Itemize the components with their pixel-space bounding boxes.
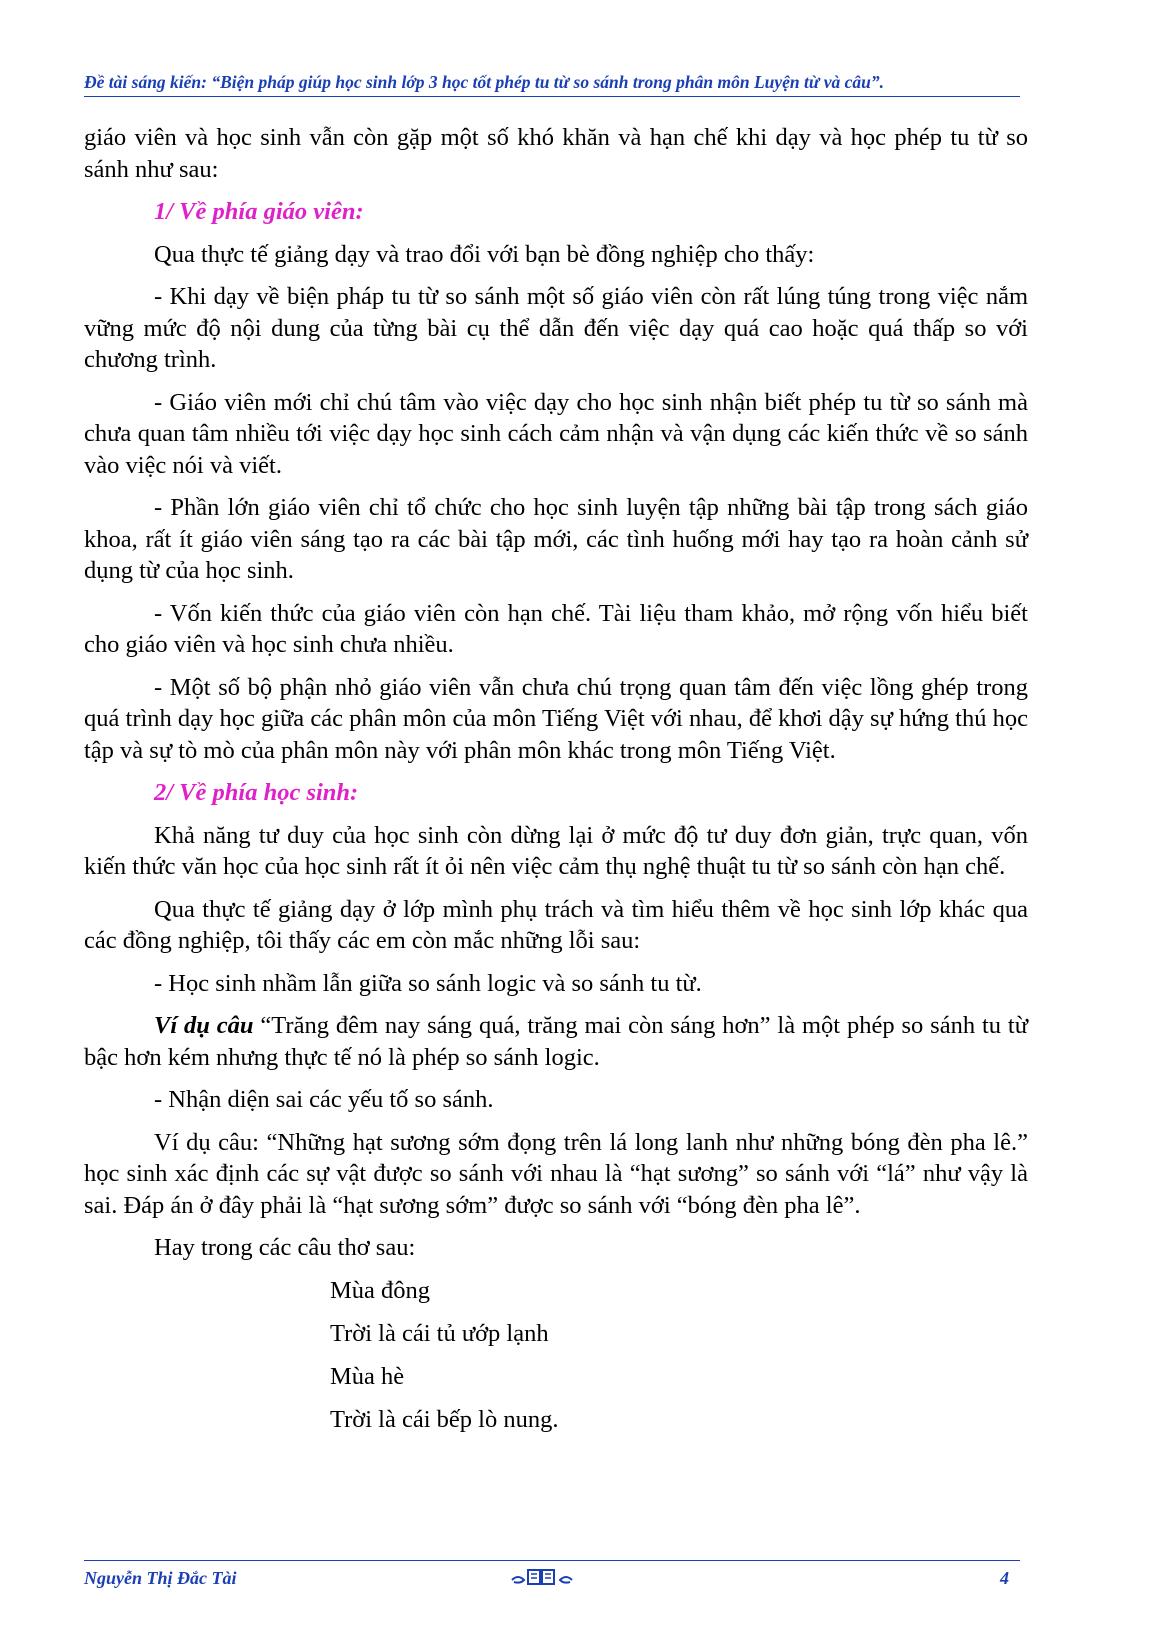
paragraph: - Một số bộ phận nhỏ giáo viên vẫn chưa chú trọng quan tâm đến việc lồng ghép trong quá trình dạy học giữa các phân môn của môn Tiếng Việt với nhau, để khơi dậy sự hứng thú học tập và sự tò mò của phân môn này với phân môn khác trong môn Tiếng Việt. — [84, 673, 1028, 764]
paragraph: - Vốn kiến thức của giáo viên còn hạn chế. Tài liệu tham khảo, mở rộng vốn hiểu biết cho giáo viên và học sinh chưa nhiều. — [84, 599, 1028, 658]
page-content — [84, 122, 1028, 1447]
poem-line: Trời là cái bếp lò nung. — [330, 1405, 559, 1433]
poem-line: Mùa hè — [330, 1362, 405, 1390]
poem-line: Mùa đông — [330, 1276, 431, 1304]
open-book-ornament-icon — [508, 1566, 576, 1593]
section-heading-teacher: 1/ Về phía giáo viên: — [154, 198, 364, 225]
example-lead: Ví dụ câu — [154, 1012, 254, 1039]
paragraph-intro: giáo viên và học sinh vẫn còn gặp một số khó khăn và hạn chế khi dạy và học phép tu từ so sánh như sau: — [84, 124, 1028, 183]
paragraph: - Giáo viên mới chỉ chú tâm vào việc dạy cho học sinh nhận biết phép tu từ so sánh mà chưa quan tâm nhiều tới việc dạy học sinh cách cảm nhận và vận dụng các kiến thức về so sánh vào việc nói và viết. — [84, 388, 1028, 479]
paragraph: Qua thực tế giảng dạy và trao đổi với bạn bè đồng nghiệp cho thấy: — [154, 240, 815, 268]
document-header: Đề tài sáng kiến: “Biện pháp giúp học sinh lớp 3 học tốt phép tu từ so sánh trong phân môn Luyện từ và câu”. — [84, 72, 885, 92]
paragraph: - Khi dạy về biện pháp tu từ so sánh một số giáo viên còn rất lúng túng trong việc nắm vững mức độ nội dung của từng bài cụ thể dẫn đến việc dạy quá cao hoặc quá thấp so với chương trình. — [84, 283, 1028, 373]
poem-line: Trời là cái tủ ướp lạnh — [330, 1319, 549, 1347]
paragraph: - Nhận diện sai các yếu tố so sánh. — [154, 1086, 494, 1113]
paragraph: Khả năng tư duy của học sinh còn dừng lại ở mức độ tư duy đơn giản, trực quan, vốn kiến thức văn học của học sinh rất ít ỏi nên việc cảm thụ nghệ thuật tu từ so sánh còn hạn chế. — [84, 821, 1028, 880]
paragraph: - Phần lớn giáo viên chỉ tổ chức cho học sinh luyện tập những bài tập trong sách giáo khoa, rất ít giáo viên sáng tạo ra các bài tập mới, các tình huống mới hay tạo ra hoàn cảnh sử dụng từ của học sinh. — [84, 494, 1028, 584]
footer-author: Nguyễn Thị Đắc Tài — [84, 1568, 237, 1588]
footer-divider — [84, 1560, 1020, 1561]
section-heading-student: 2/ Về phía học sinh: — [154, 779, 359, 806]
page-number: 4 — [1000, 1568, 1009, 1588]
paragraph: Qua thực tế giảng dạy ở lớp mình phụ trách và tìm hiểu thêm về học sinh lớp khác qua các đồng nghiệp, tôi thấy các em còn mắc những lỗi sau: — [84, 895, 1028, 954]
paragraph: Hay trong các câu thơ sau: — [154, 1234, 416, 1261]
paragraph-example-1 — [84, 1010, 1028, 1073]
example-text: “Trăng đêm nay sáng quá, trăng mai còn sáng hơn” là một phép so sánh tu từ bậc hơn kém nhưng thực tế nó là phép so sánh logic. — [84, 1012, 1028, 1071]
paragraph: - Học sinh nhầm lẫn giữa so sánh logic và so sánh tu từ. — [154, 969, 702, 997]
paragraph-example-2: Ví dụ câu: “Những hạt sương sớm đọng trên lá long lanh như những bóng đèn pha lê.” học sinh xác định các sự vật được so sánh với nhau là “hạt sương” so sánh với “lá” như vậy là sai. Đáp án ở đây phải là “hạt sương sớm” được so sánh với “bóng đèn pha lê”. — [84, 1128, 1028, 1219]
header-divider — [84, 96, 1020, 97]
